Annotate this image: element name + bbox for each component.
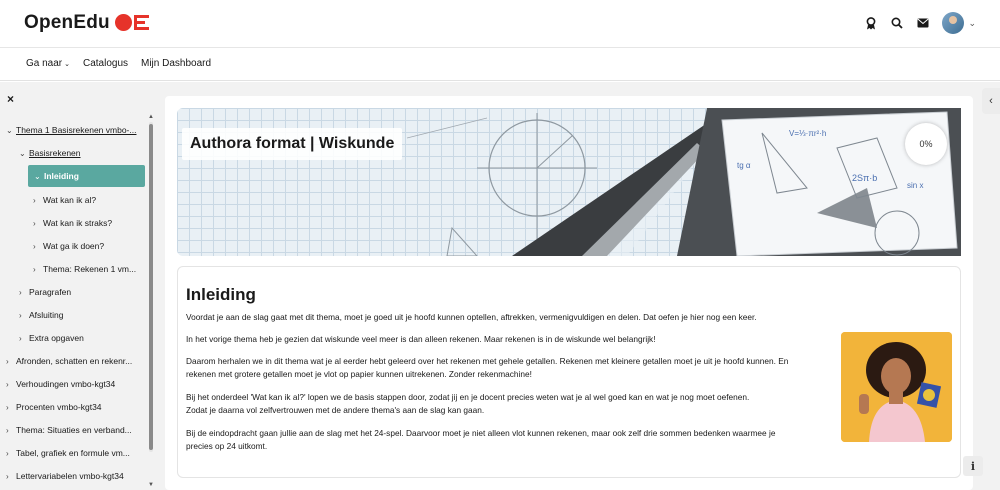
openedu-logo[interactable]: [24, 12, 151, 34]
achievement-icon[interactable]: [864, 16, 878, 30]
mail-icon[interactable]: [916, 16, 930, 30]
lesson-paragraph-5: Bij de eindopdracht gaan jullie aan de slag met het 24-spel. Daarvoor moet je niet alleen vlot kunnen rekenen, maar ook zelf drie sommen bedenken waarmee je precies op 24 uitkomt.: [186, 428, 776, 451]
chevron-right-icon: ›: [19, 311, 22, 320]
nav-mijn-dashboard[interactable]: Mijn Dashboard: [141, 58, 212, 69]
outline-item-wat-kan-ik-al[interactable]: › Wat kan ik al?: [33, 195, 97, 205]
svg-text:sin x: sin x: [907, 181, 924, 190]
close-sidebar-button[interactable]: ×: [7, 92, 15, 106]
outline-item-lettervariabelen[interactable]: › Lettervariabelen vmbo-kgt34: [6, 471, 124, 481]
sidebar-scrollbar-thumb[interactable]: [149, 124, 153, 450]
collapse-panel-button[interactable]: [982, 88, 1000, 114]
outline-item-thema-1[interactable]: ⌄ Thema 1 Basisrekenen vmbo-...: [6, 125, 137, 135]
chevron-down-icon: ⌄: [6, 126, 13, 135]
outline-item-situaties[interactable]: › Thema: Situaties en verband...: [6, 425, 132, 435]
scroll-up-icon[interactable]: ▲: [148, 114, 154, 120]
lesson-paragraph-2: In het vorige thema heb je gezien dat wiskunde veel meer is dan alleen rekenen. Maar rekenen is in de wiskunde wel belangrijk!: [186, 334, 656, 344]
lesson-paragraph-1: Voordat je aan de slag gaat met dit thema, moet je goed uit je hoofd kunnen optellen, aftrekken, vermenigvuldigen en delen. Dat oefen je hier nog een keer.: [186, 312, 757, 322]
scroll-down-icon[interactable]: ▼: [148, 482, 154, 488]
outline-item-verhoudingen[interactable]: › Verhoudingen vmbo-kgt34: [6, 379, 116, 389]
chevron-right-icon: ›: [6, 403, 9, 412]
hero-title-box: [182, 128, 402, 160]
outline-item-afsluiting[interactable]: › Afsluiting: [19, 310, 64, 320]
chevron-right-icon: ›: [33, 265, 36, 274]
chevron-right-icon: ›: [6, 426, 9, 435]
lesson-paragraph-4: Bij het onderdeel 'Wat kan ik al?' lopen we de basis stappen door, zodat jij en je docent precies weten wat je al wel goed kan en wat je nog moet oefenen. Zodat je daarna vol zelfvertrouwen met de andere thema's aan de slag kan gaan.: [186, 392, 750, 415]
lesson-title: Inleiding: [186, 285, 256, 304]
hero-title: Authora format | Wiskunde: [190, 135, 395, 152]
chevron-down-icon: ⌄: [64, 61, 71, 68]
info-button[interactable]: [963, 456, 983, 476]
outline-item-tabel-grafiek[interactable]: › Tabel, grafiek en formule vm...: [6, 448, 130, 458]
chevron-down-icon[interactable]: ⌄: [968, 17, 976, 28]
svg-text:2Sπ·b: 2Sπ·b: [852, 173, 878, 183]
chevron-right-icon: ›: [33, 242, 36, 251]
avatar[interactable]: [942, 12, 964, 34]
outline-item-procenten[interactable]: › Procenten vmbo-kgt34: [6, 402, 102, 412]
top-bar: [0, 0, 1000, 48]
nav-catalogus[interactable]: Catalogus: [83, 58, 129, 69]
chevron-left-icon: ‹: [989, 95, 993, 107]
student-photo: [841, 332, 952, 442]
info-icon: i: [970, 459, 976, 473]
chevron-right-icon: ›: [6, 449, 9, 458]
chevron-right-icon: ›: [19, 288, 22, 297]
nav-ga-naar[interactable]: Ga naar ⌄: [26, 58, 71, 69]
chevron-right-icon: ›: [6, 472, 9, 481]
progress-indicator: 0%: [905, 123, 947, 165]
outline-item-basisrekenen[interactable]: ⌄ Basisrekenen: [19, 148, 81, 158]
logo-mark-icon: [115, 12, 151, 34]
outline-item-wat-kan-ik-straks[interactable]: › Wat kan ik straks?: [33, 218, 113, 228]
outline-item-extra-opgaven[interactable]: › Extra opgaven: [19, 333, 84, 343]
chevron-right-icon: ›: [6, 380, 9, 389]
chevron-down-icon: ⌄: [34, 172, 41, 181]
chevron-right-icon: ›: [33, 196, 36, 205]
outline-item-inleiding[interactable]: ⌄ Inleiding: [28, 165, 145, 187]
chevron-right-icon: ›: [33, 219, 36, 228]
course-outline-sidebar: [0, 82, 158, 490]
outline-item-afronden[interactable]: › Afronden, schatten en rekenr...: [6, 356, 133, 366]
svg-text:V=⅓·πr²·h: V=⅓·πr²·h: [789, 129, 827, 138]
svg-text:tg α: tg α: [737, 161, 751, 170]
search-icon[interactable]: [890, 16, 904, 30]
chevron-down-icon: ⌄: [19, 149, 26, 158]
chevron-right-icon: ›: [19, 334, 22, 343]
main-nav: [0, 48, 1000, 81]
lesson-paragraph-3: Daarom herhalen we in dit thema wat je al eerder hebt geleerd over het rekenen met gehele getallen. Rekenen met kleinere getallen moet je uit je hoofd kunnen. En rekenen met grotere getallen moet je vlot op papier kunnen uitrekenen. Zonder rekenmachine!: [186, 356, 789, 379]
logo-text: OpenEdu: [24, 12, 110, 33]
outline-item-paragrafen[interactable]: › Paragrafen: [19, 287, 72, 297]
outline-item-thema-rekenen-1[interactable]: › Thema: Rekenen 1 vm...: [33, 264, 137, 274]
chevron-right-icon: ›: [6, 357, 9, 366]
outline-item-wat-ga-ik-doen[interactable]: › Wat ga ik doen?: [33, 241, 105, 251]
